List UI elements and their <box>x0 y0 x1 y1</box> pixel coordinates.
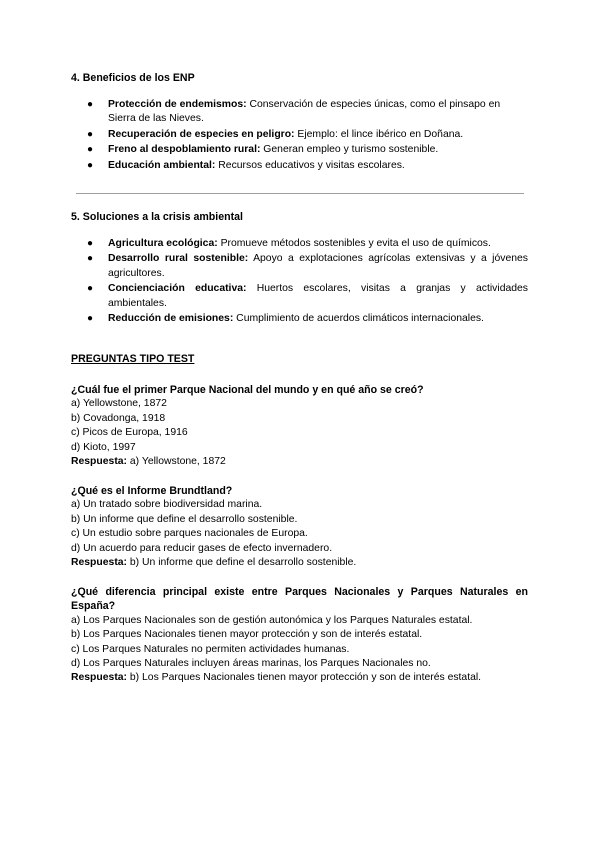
answer: Respuesta: b) Los Parques Nacionales tienen mayor protección y son de interés estatal. <box>71 672 482 684</box>
list-item: ● Recuperación de especies en peligro: Ejemplo: el lince ibérico en Doñana. <box>71 128 528 142</box>
question-text: ¿Qué es el Informe Brundtland? <box>71 485 233 497</box>
question-text: ¿Cuál fue el primer Parque Nacional del mundo y en qué año se creó? <box>71 384 424 396</box>
bullet-icon: ● <box>87 253 94 265</box>
test-section-title <box>71 352 528 366</box>
section-5-list <box>71 237 528 326</box>
list-item: ● Concienciación educativa: Huertos escolares, visitas a granjas y actividades ambientales. <box>87 283 529 309</box>
bullet-icon: ● <box>87 99 94 110</box>
option: a) Un tratado sobre biodiversidad marina. <box>71 499 263 511</box>
option: a) Los Parques Nacionales son de gestión autonómica y los Parques Naturales estatal. <box>71 614 473 626</box>
bullet-icon: ● <box>87 283 94 295</box>
list-item: ● Freno al despoblamiento rural: Generan empleo y turismo sostenible. <box>71 143 528 157</box>
list-item: ● Agricultura ecológica: Promueve métodos sostenibles y evita el uso de químicos. <box>71 237 528 251</box>
option: c) Un estudio sobre parques nacionales de Europa. <box>71 528 308 540</box>
bullet-icon: ● <box>87 159 94 171</box>
list-item: ● Protección de endemismos: Conservación de especies únicas, como el pinsapo en Sierra de las Nieves. <box>87 99 501 125</box>
option: d) Un acuerdo para reducir gases de efecto invernadero. <box>71 542 333 554</box>
list-item: ● Educación ambiental: Recursos educativos y visitas escolares. <box>71 159 528 173</box>
test-title: PREGUNTAS TIPO TEST <box>71 353 195 365</box>
section-5 <box>71 210 528 326</box>
option: d) Los Parques Naturales incluyen áreas marinas, los Parques Nacionales no. <box>71 658 431 670</box>
question-text: ¿Qué diferencia principal existe entre Parques Nacionales y Parques Naturales en España? <box>71 586 528 613</box>
option: b) Los Parques Nacionales tienen mayor protección y son de interés estatal. <box>71 629 423 641</box>
bullet-icon: ● <box>87 313 94 325</box>
option: c) Picos de Europa, 1916 <box>71 427 188 439</box>
list-item: ● Reducción de emisiones: Cumplimiento de acuerdos climáticos internacionales. <box>71 312 528 326</box>
bullet-icon: ● <box>87 128 94 140</box>
question-1 <box>71 383 528 469</box>
section-5-title: 5. Soluciones a la crisis ambiental <box>71 211 243 223</box>
answer: Respuesta: a) Yellowstone, 1872 <box>71 456 226 468</box>
bullet-icon: ● <box>87 238 94 249</box>
option: c) Los Parques Naturales no permiten actividades humanas. <box>71 643 350 655</box>
bullet-icon: ● <box>87 144 94 156</box>
section-4-title: 4. Beneficios de los ENP <box>71 72 195 84</box>
option: b) Un informe que define el desarrollo sostenible. <box>71 513 298 525</box>
option: d) Kioto, 1997 <box>71 441 136 453</box>
section-4 <box>71 71 528 173</box>
option: a) Yellowstone, 1872 <box>71 398 167 410</box>
option: b) Covadonga, 1918 <box>71 412 166 424</box>
horizontal-rule <box>76 193 524 194</box>
list-item: ● Desarrollo rural sostenible: Apoyo a explotaciones agrícolas extensivas y a jóvenes agricultores. <box>87 253 528 279</box>
section-4-list <box>71 98 528 173</box>
question-2 <box>71 484 528 570</box>
question-3 <box>71 585 528 686</box>
answer: Respuesta: b) Un informe que define el desarrollo sostenible. <box>71 557 357 569</box>
